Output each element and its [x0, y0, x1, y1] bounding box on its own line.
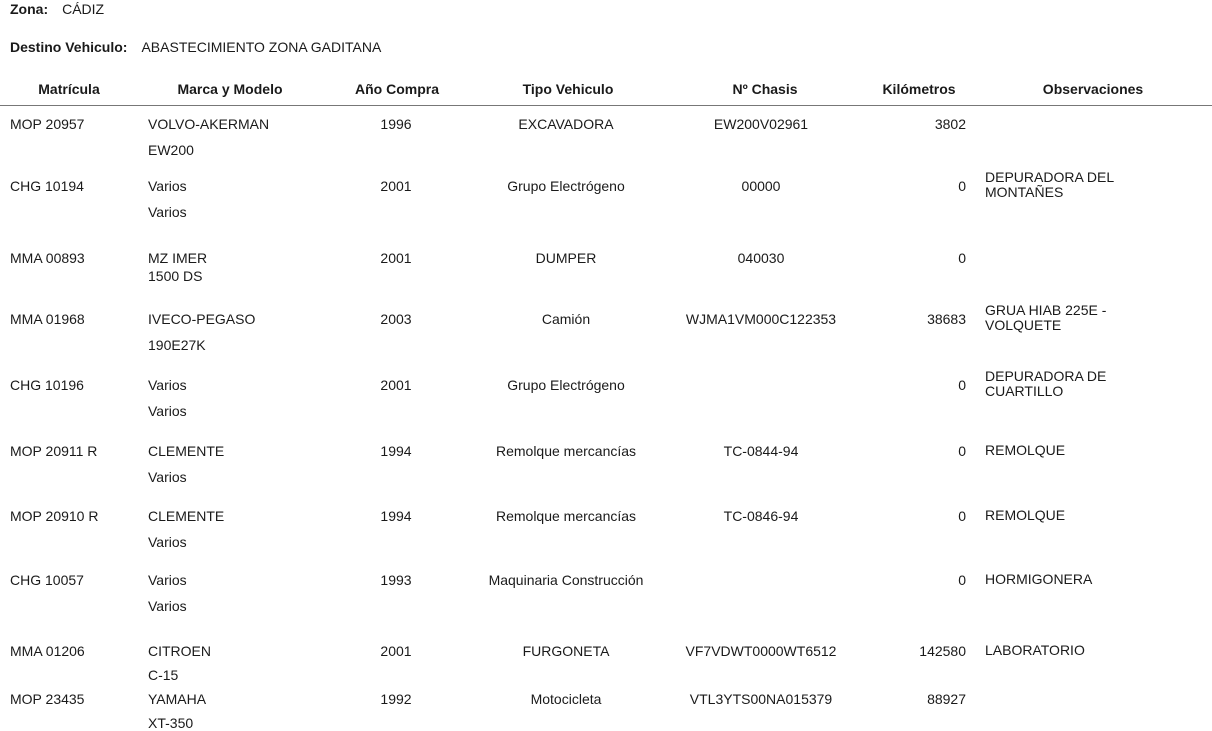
col-header-anio-compra: Año Compra	[355, 81, 439, 97]
cell-tipo: EXCAVADORA	[518, 116, 614, 132]
cell-marca: CLEMENTE	[148, 508, 225, 524]
cell-chasis: 00000	[741, 178, 781, 194]
cell-tipo: DUMPER	[535, 250, 597, 266]
cell-chasis: TC-0844-94	[723, 443, 799, 459]
destino-line	[10, 39, 381, 55]
cell-matricula: CHG 10196	[10, 377, 84, 393]
cell-tipo: Maquinaria Construcción	[488, 572, 644, 588]
observaciones-line: REMOLQUE	[985, 442, 1066, 458]
col-header-kilometros: Kilómetros	[882, 81, 956, 97]
cell-chasis: VTL3YTS00NA015379	[689, 691, 833, 707]
observaciones-line: CUARTILLO	[985, 383, 1064, 399]
cell-modelo: Varios	[148, 534, 187, 550]
cell-marca: IVECO-PEGASO	[148, 311, 256, 327]
cell-matricula: MOP 20957	[10, 116, 85, 132]
observaciones-line: LABORATORIO	[985, 642, 1085, 658]
cell-km: 0	[958, 250, 966, 266]
cell-anio: 1996	[380, 116, 412, 132]
observaciones-line: DEPURADORA DE	[985, 368, 1107, 384]
cell-matricula: MOP 20911 R	[10, 443, 98, 459]
cell-matricula: CHG 10057	[10, 572, 84, 588]
cell-observaciones	[985, 443, 1205, 458]
cell-modelo: XT-350	[148, 715, 194, 731]
cell-modelo: 1500 DS	[148, 268, 203, 284]
cell-marca: VOLVO-AKERMAN	[148, 116, 270, 132]
cell-observaciones	[985, 303, 1205, 333]
cell-km: 3802	[934, 116, 966, 132]
cell-km: 0	[958, 572, 966, 588]
cell-chasis: EW200V02961	[713, 116, 809, 132]
cell-chasis: 040030	[737, 250, 785, 266]
cell-anio: 2001	[380, 643, 412, 659]
cell-observaciones	[985, 369, 1205, 399]
cell-tipo: Camión	[541, 311, 591, 327]
observaciones-line: HORMIGONERA	[985, 571, 1093, 587]
col-header-observaciones: Observaciones	[1042, 81, 1144, 97]
cell-observaciones	[985, 572, 1205, 587]
cell-anio: 2001	[380, 250, 412, 266]
cell-anio: 2001	[380, 377, 412, 393]
zona-line	[10, 1, 104, 17]
cell-anio: 2003	[380, 311, 412, 327]
col-header-matricula: Matrícula	[38, 81, 100, 97]
cell-km: 38683	[927, 311, 966, 327]
cell-modelo: EW200	[148, 142, 194, 158]
cell-marca: MZ IMER	[148, 250, 208, 266]
cell-anio: 1992	[380, 691, 412, 707]
cell-marca: YAMAHA	[148, 691, 207, 707]
cell-tipo: Remolque mercancías	[495, 508, 637, 524]
cell-matricula: MMA 01206	[10, 643, 85, 659]
cell-km: 88927	[927, 691, 966, 707]
cell-anio: 1993	[380, 572, 412, 588]
cell-observaciones	[985, 643, 1205, 658]
observaciones-line: DEPURADORA DEL	[985, 169, 1115, 185]
cell-marca: Varios	[148, 377, 187, 393]
cell-modelo: Varios	[148, 598, 187, 614]
cell-modelo: Varios	[148, 204, 187, 220]
cell-km: 142580	[919, 643, 966, 659]
cell-tipo: Remolque mercancías	[495, 443, 637, 459]
cell-marca: Varios	[148, 572, 187, 588]
cell-chasis: VF7VDWT0000WT6512	[685, 643, 837, 659]
zona-label: Zona:	[10, 1, 49, 17]
observaciones-line: REMOLQUE	[985, 507, 1066, 523]
observaciones-line: GRUA HIAB 225E -	[985, 302, 1107, 318]
cell-matricula: MMA 01968	[10, 311, 85, 327]
cell-matricula: CHG 10194	[10, 178, 84, 194]
cell-observaciones	[985, 508, 1205, 523]
cell-modelo: Varios	[148, 403, 187, 419]
cell-marca: Varios	[148, 178, 187, 194]
col-header-marca-modelo: Marca y Modelo	[177, 81, 283, 97]
cell-matricula: MMA 00893	[10, 250, 85, 266]
cell-chasis: TC-0846-94	[723, 508, 799, 524]
cell-km: 0	[958, 443, 966, 459]
observaciones-line: VOLQUETE	[985, 317, 1062, 333]
observaciones-line: MONTAÑES	[985, 184, 1064, 200]
cell-marca: CITROEN	[148, 643, 211, 659]
cell-km: 0	[958, 178, 966, 194]
destino-label: Destino Vehiculo:	[10, 39, 128, 55]
cell-anio: 1994	[380, 508, 412, 524]
col-header-chasis: Nº Chasis	[732, 81, 798, 97]
cell-anio: 2001	[380, 178, 412, 194]
destino-value: ABASTECIMIENTO ZONA GADITANA	[141, 39, 382, 55]
cell-km: 0	[958, 508, 966, 524]
cell-tipo: Grupo Electrógeno	[507, 377, 625, 393]
cell-matricula: MOP 23435	[10, 691, 85, 707]
cell-tipo: FURGONETA	[522, 643, 610, 659]
zona-value: CÁDIZ	[62, 1, 105, 17]
cell-observaciones	[985, 170, 1205, 200]
cell-tipo: Motocicleta	[530, 691, 602, 707]
cell-modelo: C-15	[148, 667, 179, 683]
cell-marca: CLEMENTE	[148, 443, 225, 459]
cell-anio: 1994	[380, 443, 412, 459]
cell-km: 0	[958, 377, 966, 393]
cell-matricula: MOP 20910 R	[10, 508, 99, 524]
cell-modelo: 190E27K	[148, 337, 206, 353]
col-header-tipo-vehiculo: Tipo Vehiculo	[522, 81, 614, 97]
cell-chasis: WJMA1VM000C122353	[685, 311, 837, 327]
header-rule	[0, 105, 1212, 106]
cell-tipo: Grupo Electrógeno	[507, 178, 625, 194]
cell-modelo: Varios	[148, 469, 187, 485]
